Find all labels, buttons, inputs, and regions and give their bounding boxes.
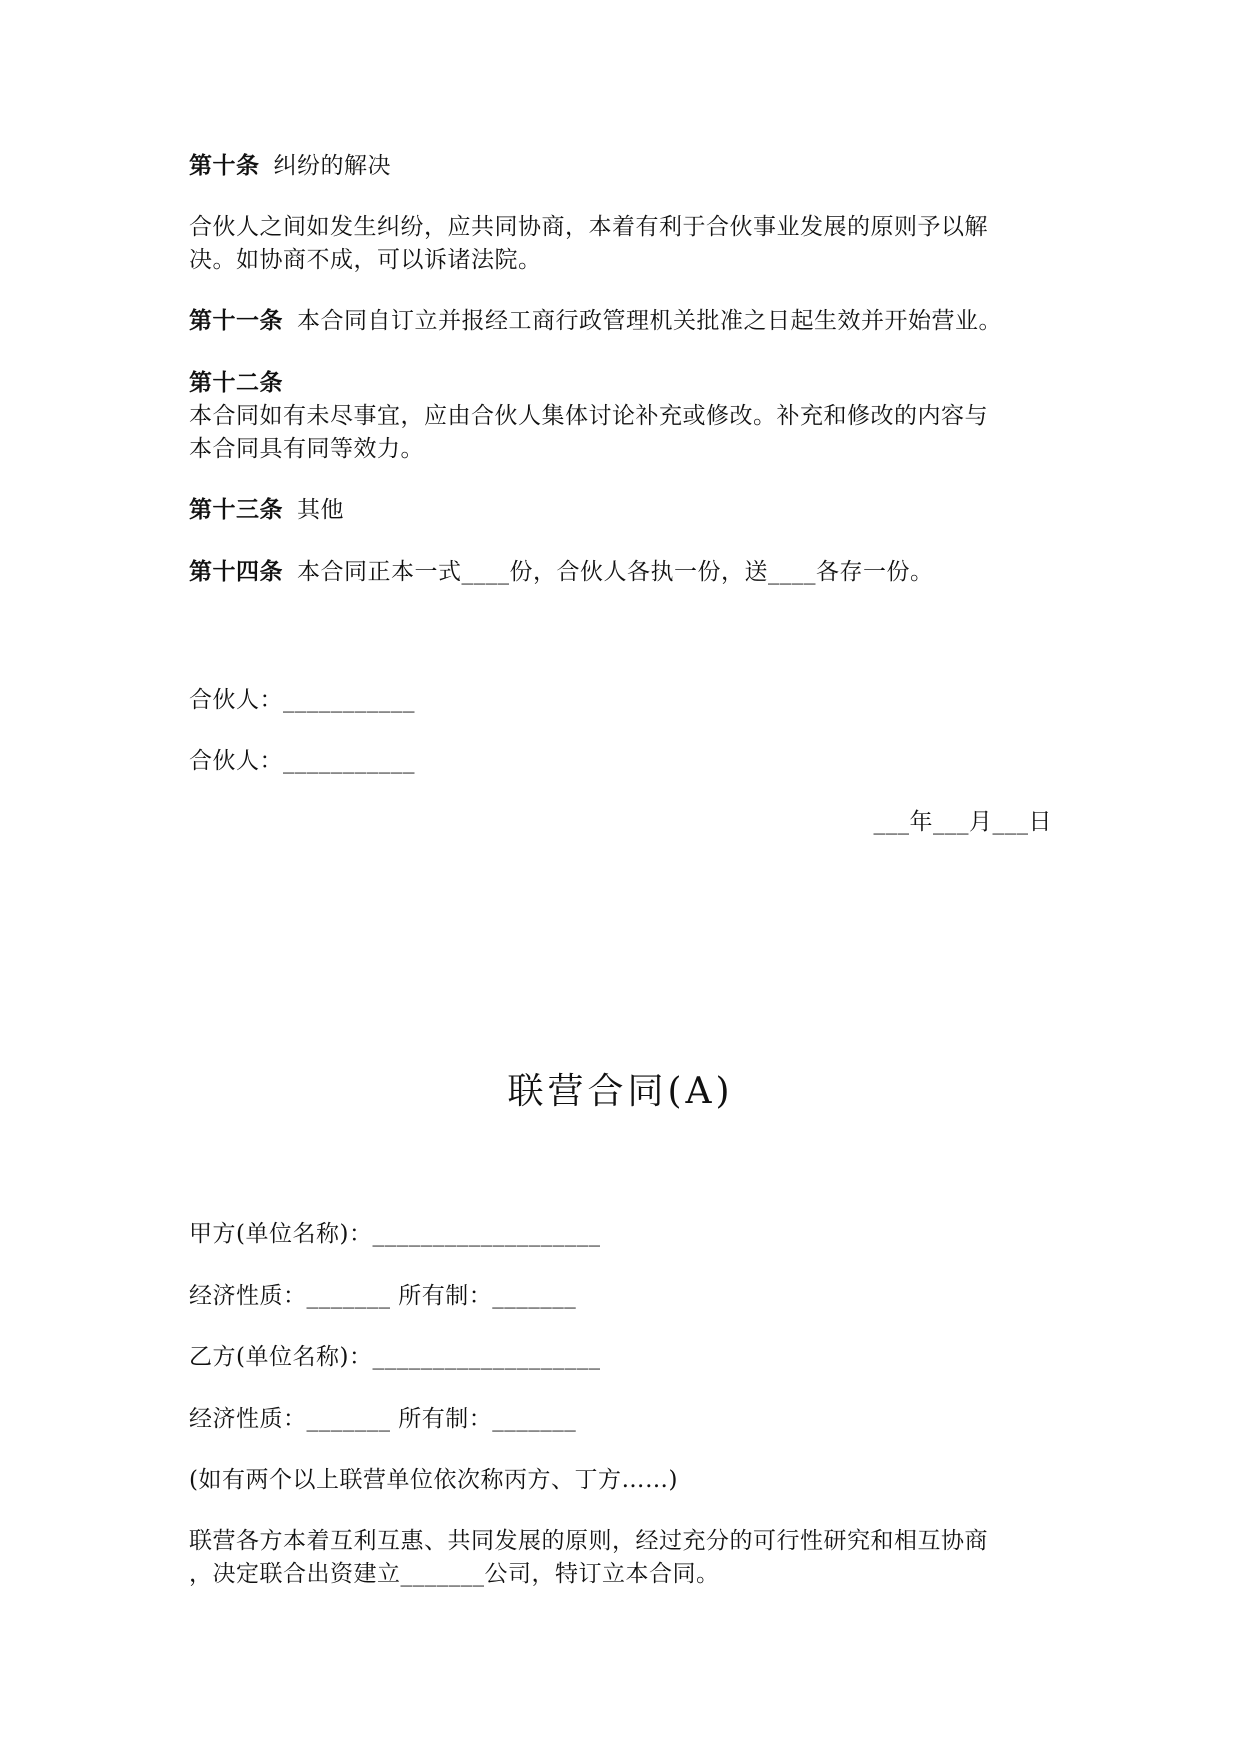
article-12-text-line-1: 本合同如有未尽事宜，应由合伙人集体讨论补充或修改。补充和修改的内容与	[189, 403, 988, 429]
party-b-nature: 经济性质：_______ 所有制：_______	[189, 1406, 577, 1432]
party-a-nature: 经济性质：_______ 所有制：_______	[189, 1283, 577, 1309]
article-10-title: 纠纷的解决	[273, 153, 391, 179]
article-11-line	[189, 305, 1002, 337]
article-11-text: 本合同自订立并报经工商行政管理机关批准之日起生效并开始营业。	[297, 308, 1002, 334]
party-a-name: 甲方(单位名称)：___________________	[189, 1221, 601, 1247]
article-10-text-line-2: 决。如协商不成，可以诉诸法院。	[189, 247, 542, 273]
additional-parties-note: (如有两个以上联营单位依次称丙方、丁方……)	[189, 1467, 678, 1493]
article-14-text: 本合同正本一式____份，合伙人各执一份，送____各存一份。	[297, 559, 934, 585]
article-12-text-line-2: 本合同具有同等效力。	[189, 436, 424, 462]
article-13-line	[189, 494, 344, 526]
contract-title: 联营合同(A)	[507, 1071, 734, 1112]
party-b-name: 乙方(单位名称)：___________________	[189, 1344, 601, 1370]
article-10-number: 第十条	[189, 152, 260, 179]
article-13-number: 第十三条	[189, 496, 283, 523]
partner-signature-1: 合伙人：___________	[189, 687, 415, 713]
article-13-text: 其他	[297, 497, 344, 523]
article-14-line	[189, 556, 934, 588]
intro-line-2: ，决定联合出资建立_______公司，特订立本合同。	[189, 1561, 720, 1587]
article-12-number: 第十二条	[189, 369, 283, 396]
article-14-number: 第十四条	[189, 558, 283, 585]
article-10-text-line-1: 合伙人之间如发生纠纷，应共同协商，本着有利于合伙事业发展的原则予以解	[189, 214, 988, 240]
signature-date: ___年___月___日	[873, 809, 1052, 835]
article-11-number: 第十一条	[189, 307, 283, 334]
partner-signature-2: 合伙人：___________	[189, 748, 415, 774]
article-10-heading-line	[189, 150, 391, 182]
intro-line-1: 联营各方本着互利互惠、共同发展的原则，经过充分的可行性研究和相互协商	[189, 1528, 988, 1554]
